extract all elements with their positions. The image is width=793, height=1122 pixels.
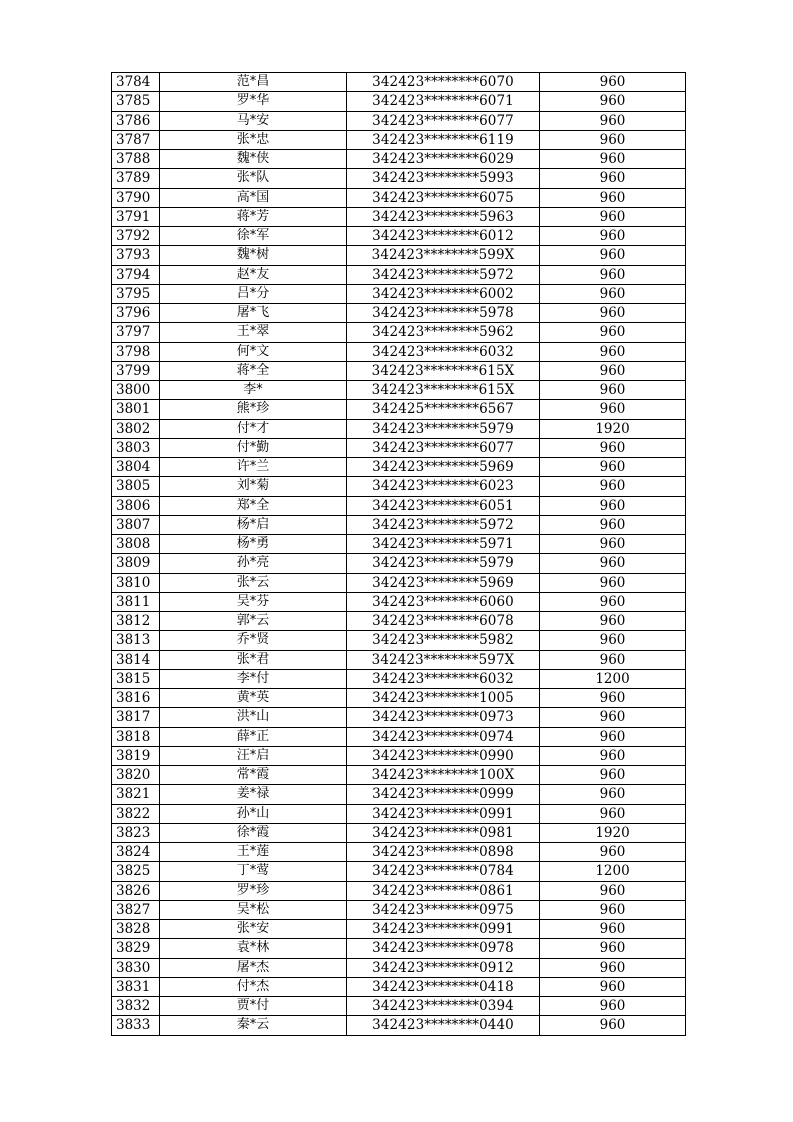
id-number-cell: 342423********1005	[347, 689, 540, 708]
seq-cell: 3828	[112, 920, 160, 939]
id-number-cell: 342423********6032	[347, 669, 540, 688]
amount-cell: 960	[540, 708, 686, 727]
name-cell: 罗*珍	[160, 881, 347, 900]
name-cell: 黄*英	[160, 689, 347, 708]
amount-cell: 960	[540, 939, 686, 958]
id-number-cell: 342423********6071	[347, 92, 540, 111]
seq-cell: 3810	[112, 573, 160, 592]
seq-cell: 3813	[112, 631, 160, 650]
amount-cell: 960	[540, 381, 686, 400]
name-cell: 魏*树	[160, 246, 347, 265]
table-row	[112, 766, 686, 785]
seq-cell: 3829	[112, 939, 160, 958]
id-number-cell: 342423********615X	[347, 361, 540, 380]
seq-cell: 3833	[112, 1016, 160, 1035]
id-number-cell: 342423********5963	[347, 207, 540, 226]
name-cell: 杨*勇	[160, 535, 347, 554]
name-cell: 熊*珍	[160, 400, 347, 419]
amount-cell: 960	[540, 958, 686, 977]
seq-cell: 3812	[112, 612, 160, 631]
amount-cell: 960	[540, 73, 686, 92]
table-row	[112, 207, 686, 226]
amount-cell: 960	[540, 227, 686, 246]
table-row	[112, 708, 686, 727]
amount-cell: 960	[540, 997, 686, 1016]
amount-cell: 960	[540, 900, 686, 919]
name-cell: 蒋*全	[160, 361, 347, 380]
name-cell: 姜*禄	[160, 785, 347, 804]
table-row	[112, 631, 686, 650]
table-row	[112, 246, 686, 265]
table-row	[112, 419, 686, 438]
id-number-cell: 342423********0974	[347, 727, 540, 746]
table-row	[112, 804, 686, 823]
seq-cell: 3806	[112, 496, 160, 515]
amount-cell: 960	[540, 766, 686, 785]
table-row	[112, 785, 686, 804]
amount-cell: 960	[540, 265, 686, 284]
seq-cell: 3789	[112, 169, 160, 188]
amount-cell: 1920	[540, 419, 686, 438]
amount-cell: 1920	[540, 823, 686, 842]
seq-cell: 3792	[112, 227, 160, 246]
name-cell: 洪*山	[160, 708, 347, 727]
table-row	[112, 477, 686, 496]
id-number-cell: 342423********6032	[347, 342, 540, 361]
name-cell: 郭*云	[160, 612, 347, 631]
table-row	[112, 73, 686, 92]
name-cell: 赵*友	[160, 265, 347, 284]
seq-cell: 3827	[112, 900, 160, 919]
seq-cell: 3824	[112, 843, 160, 862]
amount-cell: 960	[540, 631, 686, 650]
name-cell: 乔*贤	[160, 631, 347, 650]
roster-table	[111, 72, 686, 1036]
seq-cell: 3800	[112, 381, 160, 400]
id-number-cell: 342423********615X	[347, 381, 540, 400]
table-row	[112, 843, 686, 862]
name-cell: 屠*杰	[160, 958, 347, 977]
seq-cell: 3816	[112, 689, 160, 708]
amount-cell: 960	[540, 689, 686, 708]
table-row	[112, 573, 686, 592]
name-cell: 王*莲	[160, 843, 347, 862]
id-number-cell: 342423********6023	[347, 477, 540, 496]
seq-cell: 3807	[112, 515, 160, 534]
id-number-cell: 342423********0418	[347, 977, 540, 996]
name-cell: 吴*松	[160, 900, 347, 919]
id-number-cell: 342423********5962	[347, 323, 540, 342]
amount-cell: 960	[540, 881, 686, 900]
amount-cell: 960	[540, 400, 686, 419]
seq-cell: 3799	[112, 361, 160, 380]
name-cell: 徐*军	[160, 227, 347, 246]
table-row	[112, 150, 686, 169]
table-row	[112, 862, 686, 881]
name-cell: 李*	[160, 381, 347, 400]
seq-cell: 3788	[112, 150, 160, 169]
table-row	[112, 592, 686, 611]
table-row	[112, 458, 686, 477]
amount-cell: 960	[540, 111, 686, 130]
name-cell: 许*兰	[160, 458, 347, 477]
table-row	[112, 227, 686, 246]
id-number-cell: 342423********6119	[347, 130, 540, 149]
seq-cell: 3801	[112, 400, 160, 419]
amount-cell: 960	[540, 843, 686, 862]
id-number-cell: 342423********0394	[347, 997, 540, 1016]
id-number-cell: 342423********5972	[347, 515, 540, 534]
name-cell: 李*付	[160, 669, 347, 688]
id-number-cell: 342423********6077	[347, 438, 540, 457]
name-cell: 魏*侠	[160, 150, 347, 169]
id-number-cell: 342423********5971	[347, 535, 540, 554]
amount-cell: 960	[540, 650, 686, 669]
seq-cell: 3790	[112, 188, 160, 207]
name-cell: 张*安	[160, 920, 347, 939]
amount-cell: 960	[540, 592, 686, 611]
seq-cell: 3825	[112, 862, 160, 881]
id-number-cell: 342423********5982	[347, 631, 540, 650]
amount-cell: 960	[540, 150, 686, 169]
amount-cell: 960	[540, 477, 686, 496]
seq-cell: 3814	[112, 650, 160, 669]
id-number-cell: 342423********0999	[347, 785, 540, 804]
id-number-cell: 342423********6077	[347, 111, 540, 130]
id-number-cell: 342423********0991	[347, 920, 540, 939]
id-number-cell: 342423********5969	[347, 458, 540, 477]
id-number-cell: 342423********0990	[347, 746, 540, 765]
seq-cell: 3803	[112, 438, 160, 457]
amount-cell: 960	[540, 727, 686, 746]
table-row	[112, 900, 686, 919]
table-row	[112, 381, 686, 400]
seq-cell: 3831	[112, 977, 160, 996]
name-cell: 付*勤	[160, 438, 347, 457]
amount-cell: 1200	[540, 669, 686, 688]
id-number-cell: 342423********5972	[347, 265, 540, 284]
name-cell: 屠*飞	[160, 304, 347, 323]
table-row	[112, 361, 686, 380]
table-row	[112, 727, 686, 746]
table-row	[112, 689, 686, 708]
seq-cell: 3804	[112, 458, 160, 477]
table-row	[112, 997, 686, 1016]
seq-cell: 3791	[112, 207, 160, 226]
roster-table-body	[112, 73, 686, 1036]
seq-cell: 3830	[112, 958, 160, 977]
table-row	[112, 554, 686, 573]
seq-cell: 3784	[112, 73, 160, 92]
id-number-cell: 342423********0981	[347, 823, 540, 842]
table-row	[112, 400, 686, 419]
amount-cell: 960	[540, 304, 686, 323]
seq-cell: 3819	[112, 746, 160, 765]
seq-cell: 3805	[112, 477, 160, 496]
amount-cell: 960	[540, 92, 686, 111]
amount-cell: 960	[540, 496, 686, 515]
amount-cell: 960	[540, 188, 686, 207]
amount-cell: 960	[540, 284, 686, 303]
amount-cell: 960	[540, 246, 686, 265]
seq-cell: 3823	[112, 823, 160, 842]
name-cell: 张*云	[160, 573, 347, 592]
table-row	[112, 920, 686, 939]
name-cell: 袁*林	[160, 939, 347, 958]
table-row	[112, 323, 686, 342]
amount-cell: 960	[540, 361, 686, 380]
amount-cell: 960	[540, 130, 686, 149]
id-number-cell: 342423********6075	[347, 188, 540, 207]
table-row	[112, 304, 686, 323]
table-row	[112, 111, 686, 130]
table-row	[112, 130, 686, 149]
name-cell: 吴*芬	[160, 592, 347, 611]
id-number-cell: 342423********6012	[347, 227, 540, 246]
id-number-cell: 342423********6060	[347, 592, 540, 611]
id-number-cell: 342423********597X	[347, 650, 540, 669]
seq-cell: 3811	[112, 592, 160, 611]
table-row	[112, 977, 686, 996]
table-row	[112, 669, 686, 688]
seq-cell: 3808	[112, 535, 160, 554]
amount-cell: 960	[540, 207, 686, 226]
name-cell: 付*杰	[160, 977, 347, 996]
name-cell: 孙*山	[160, 804, 347, 823]
id-number-cell: 342423********599X	[347, 246, 540, 265]
seq-cell: 3822	[112, 804, 160, 823]
name-cell: 刘*菊	[160, 477, 347, 496]
table-row	[112, 939, 686, 958]
name-cell: 张*队	[160, 169, 347, 188]
name-cell: 吕*分	[160, 284, 347, 303]
name-cell: 张*君	[160, 650, 347, 669]
name-cell: 罗*华	[160, 92, 347, 111]
table-row	[112, 823, 686, 842]
amount-cell: 960	[540, 573, 686, 592]
seq-cell: 3809	[112, 554, 160, 573]
name-cell: 张*忠	[160, 130, 347, 149]
table-row	[112, 342, 686, 361]
table-row	[112, 188, 686, 207]
amount-cell: 960	[540, 515, 686, 534]
amount-cell: 960	[540, 804, 686, 823]
name-cell: 秦*云	[160, 1016, 347, 1035]
name-cell: 杨*启	[160, 515, 347, 534]
id-number-cell: 342425********6567	[347, 400, 540, 419]
name-cell: 薛*正	[160, 727, 347, 746]
id-number-cell: 342423********6002	[347, 284, 540, 303]
seq-cell: 3795	[112, 284, 160, 303]
name-cell: 付*才	[160, 419, 347, 438]
name-cell: 贾*付	[160, 997, 347, 1016]
name-cell: 马*安	[160, 111, 347, 130]
id-number-cell: 342423********100X	[347, 766, 540, 785]
name-cell: 郑*全	[160, 496, 347, 515]
table-row	[112, 284, 686, 303]
id-number-cell: 342423********6070	[347, 73, 540, 92]
amount-cell: 960	[540, 323, 686, 342]
table-row	[112, 1016, 686, 1035]
table-row	[112, 612, 686, 631]
id-number-cell: 342423********0978	[347, 939, 540, 958]
seq-cell: 3832	[112, 997, 160, 1016]
id-number-cell: 342423********5979	[347, 419, 540, 438]
seq-cell: 3817	[112, 708, 160, 727]
id-number-cell: 342423********0784	[347, 862, 540, 881]
id-number-cell: 342423********0898	[347, 843, 540, 862]
seq-cell: 3802	[112, 419, 160, 438]
id-number-cell: 342423********6078	[347, 612, 540, 631]
id-number-cell: 342423********5979	[347, 554, 540, 573]
table-row	[112, 535, 686, 554]
seq-cell: 3815	[112, 669, 160, 688]
amount-cell: 960	[540, 554, 686, 573]
id-number-cell: 342423********5978	[347, 304, 540, 323]
name-cell: 汪*启	[160, 746, 347, 765]
amount-cell: 960	[540, 746, 686, 765]
table-row	[112, 958, 686, 977]
name-cell: 徐*霞	[160, 823, 347, 842]
seq-cell: 3787	[112, 130, 160, 149]
id-number-cell: 342423********0973	[347, 708, 540, 727]
seq-cell: 3820	[112, 766, 160, 785]
table-row	[112, 169, 686, 188]
amount-cell: 960	[540, 535, 686, 554]
amount-cell: 960	[540, 438, 686, 457]
name-cell: 范*昌	[160, 73, 347, 92]
amount-cell: 1200	[540, 862, 686, 881]
name-cell: 王*翠	[160, 323, 347, 342]
id-number-cell: 342423********0991	[347, 804, 540, 823]
amount-cell: 960	[540, 785, 686, 804]
id-number-cell: 342423********5969	[347, 573, 540, 592]
table-row	[112, 92, 686, 111]
amount-cell: 960	[540, 977, 686, 996]
amount-cell: 960	[540, 612, 686, 631]
name-cell: 丁*莺	[160, 862, 347, 881]
seq-cell: 3786	[112, 111, 160, 130]
id-number-cell: 342423********0861	[347, 881, 540, 900]
seq-cell: 3794	[112, 265, 160, 284]
amount-cell: 960	[540, 920, 686, 939]
name-cell: 孙*亮	[160, 554, 347, 573]
seq-cell: 3785	[112, 92, 160, 111]
seq-cell: 3797	[112, 323, 160, 342]
id-number-cell: 342423********6029	[347, 150, 540, 169]
table-row	[112, 746, 686, 765]
amount-cell: 960	[540, 458, 686, 477]
seq-cell: 3821	[112, 785, 160, 804]
table-row	[112, 496, 686, 515]
table-row	[112, 650, 686, 669]
id-number-cell: 342423********0440	[347, 1016, 540, 1035]
id-number-cell: 342423********6051	[347, 496, 540, 515]
id-number-cell: 342423********5993	[347, 169, 540, 188]
table-row	[112, 438, 686, 457]
amount-cell: 960	[540, 342, 686, 361]
seq-cell: 3796	[112, 304, 160, 323]
table-row	[112, 881, 686, 900]
seq-cell: 3798	[112, 342, 160, 361]
seq-cell: 3818	[112, 727, 160, 746]
table-row	[112, 515, 686, 534]
name-cell: 蒋*芳	[160, 207, 347, 226]
name-cell: 何*文	[160, 342, 347, 361]
seq-cell: 3793	[112, 246, 160, 265]
id-number-cell: 342423********0912	[347, 958, 540, 977]
seq-cell: 3826	[112, 881, 160, 900]
name-cell: 常*霞	[160, 766, 347, 785]
amount-cell: 960	[540, 169, 686, 188]
table-row	[112, 265, 686, 284]
name-cell: 高*国	[160, 188, 347, 207]
id-number-cell: 342423********0975	[347, 900, 540, 919]
amount-cell: 960	[540, 1016, 686, 1035]
